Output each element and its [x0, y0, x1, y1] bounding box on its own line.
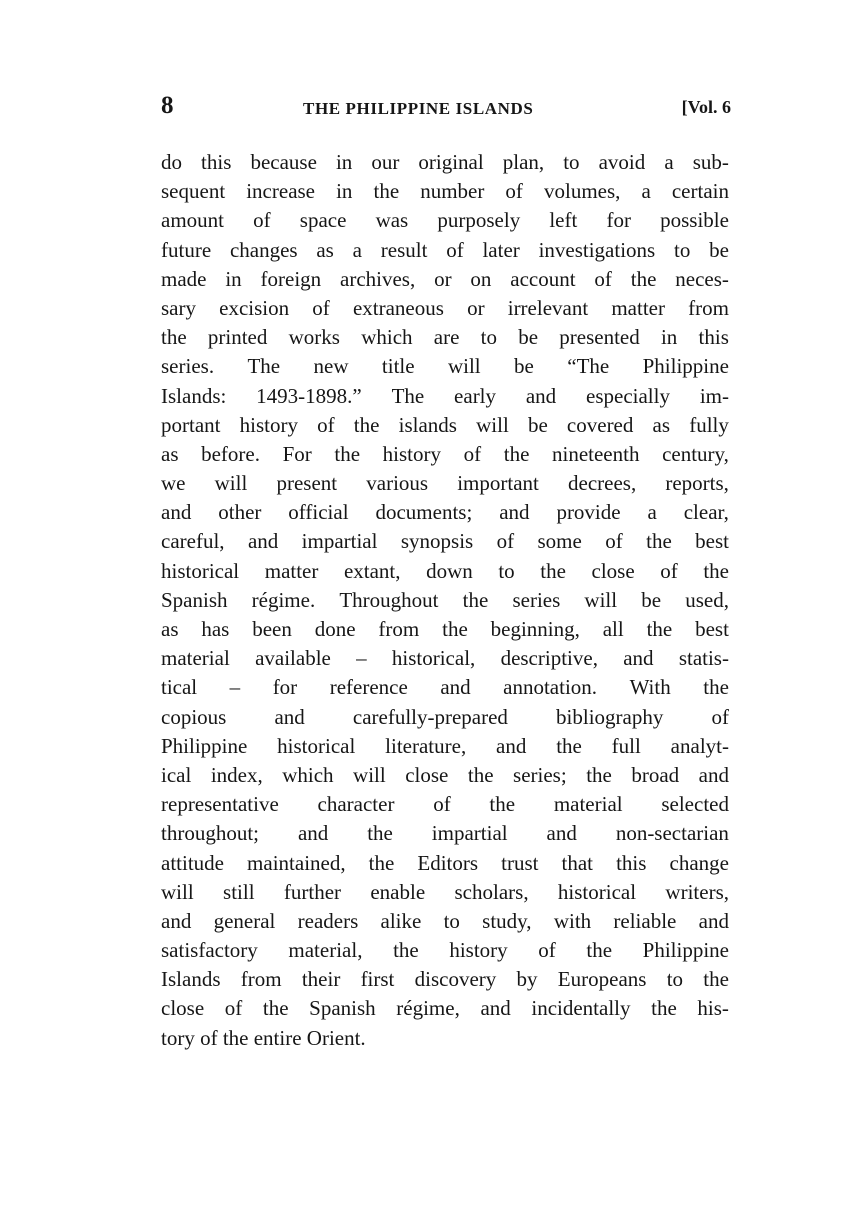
text-line: material available – historical, descriptive, and statis- — [161, 646, 729, 671]
text-line: we will present various important decrees, reports, — [161, 471, 729, 496]
text-line: series. The new title will be “The Philippine — [161, 354, 729, 379]
text-line: Islands: 1493-1898.” The early and especially im- — [161, 383, 729, 408]
page-number: 8 — [161, 92, 174, 119]
text-line: ical index, which will close the series; the broad and — [161, 762, 729, 787]
text-line: portant history of the islands will be covered as fully — [161, 412, 729, 437]
text-line: do this because in our original plan, to avoid a sub- — [161, 150, 729, 174]
text-line: attitude maintained, the Editors trust that this change — [161, 850, 729, 875]
text-line: careful, and impartial synopsis of some of the best — [161, 529, 729, 554]
volume-label: [Vol. 6 — [681, 97, 731, 117]
text-line: as before. For the history of the nineteenth century, — [161, 441, 729, 466]
running-head — [161, 92, 731, 132]
text-line: Islands from their first discovery by Europeans to the — [161, 967, 729, 992]
text-line: and general readers alike to study, with reliable and — [161, 908, 729, 933]
text-line: the printed works which are to be presented in this — [161, 325, 729, 350]
text-line: Philippine historical literature, and the full analyt- — [161, 733, 729, 758]
text-line: will still further enable scholars, historical writers, — [161, 879, 729, 904]
text-line: historical matter extant, down to the close of the — [161, 558, 729, 583]
running-title: THE PHILIPPINE ISLANDS — [303, 99, 534, 118]
text-line: satisfactory material, the history of the Philippine — [161, 938, 729, 963]
text-line: sequent increase in the number of volumes, a certain — [161, 179, 729, 204]
text-line: sary excision of extraneous or irrelevant matter from — [161, 295, 729, 320]
text-line: copious and carefully-prepared bibliography of — [161, 704, 729, 729]
text-line: close of the Spanish régime, and incidentally the his- — [161, 996, 729, 1021]
text-line: as has been done from the beginning, all the best — [161, 617, 729, 641]
text-line: made in foreign archives, or on account of the neces- — [161, 266, 729, 291]
text-line: tory of the entire Orient. — [161, 1025, 366, 1050]
text-line: throughout; and the impartial and non-sectarian — [161, 821, 729, 846]
text-line: amount of space was purposely left for possible — [161, 208, 729, 233]
text-line: tical – for reference and annotation. With the — [161, 675, 729, 700]
text-line: and other official documents; and provide a clear, — [161, 500, 729, 525]
text-line: future changes as a result of later investigations to be — [161, 237, 729, 262]
text-line: representative character of the material selected — [161, 792, 729, 817]
text-line: Spanish régime. Throughout the series will be used, — [161, 587, 729, 612]
body-paragraph — [161, 148, 729, 1053]
